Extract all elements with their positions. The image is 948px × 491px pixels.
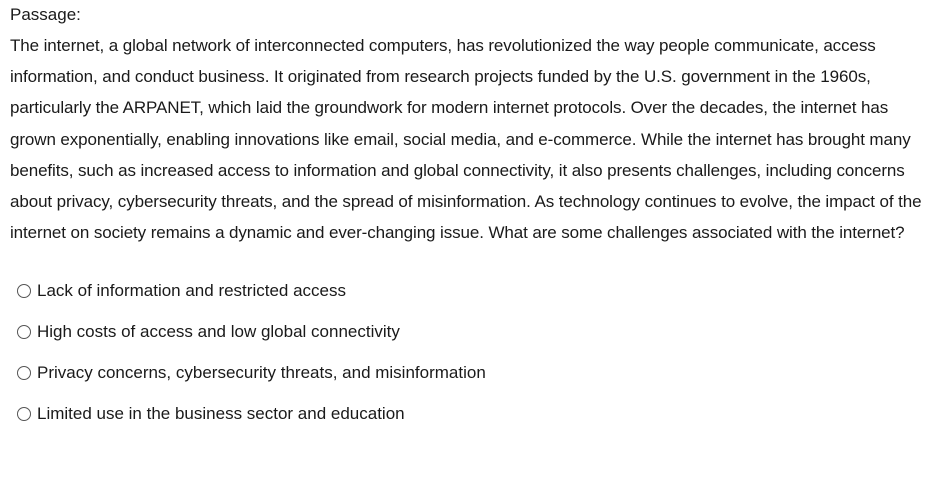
answer-option[interactable] bbox=[17, 352, 938, 393]
radio-button[interactable] bbox=[17, 284, 31, 298]
radio-button[interactable] bbox=[17, 407, 31, 421]
answer-option-label: Limited use in the business sector and education bbox=[37, 403, 405, 423]
answer-option-label: High costs of access and low global connectivity bbox=[37, 321, 400, 341]
answer-option[interactable] bbox=[17, 311, 938, 352]
answer-option-label: Lack of information and restricted access bbox=[37, 280, 346, 300]
answer-option[interactable] bbox=[17, 270, 938, 311]
passage-heading: Passage: bbox=[10, 5, 81, 24]
answer-option[interactable] bbox=[17, 393, 938, 434]
answer-option-label: Privacy concerns, cybersecurity threats, and misinformation bbox=[37, 362, 486, 382]
passage-text: The internet, a global network of interconnected computers, has revolutionized the way people communicate, access information, and conduct business. It originated from research projects funded by the U.S. government in the 1960s, particularly the ARPANET, which laid the groundwork for modern internet protocols. Over the decades, the internet has grown exponentially, enabling innovations like email, social media, and e-commerce. While the internet has brought many benefits, such as increased access to information and global connectivity, it also presents challenges, including concerns about privacy, cybersecurity threats, and the spread of misinformation. As technology continues to evolve, the impact of the internet on society remains a dynamic and ever-changing issue. What are some challenges associated with the internet? bbox=[10, 36, 922, 243]
answer-options bbox=[17, 270, 938, 434]
radio-button[interactable] bbox=[17, 325, 31, 339]
radio-button[interactable] bbox=[17, 366, 31, 380]
